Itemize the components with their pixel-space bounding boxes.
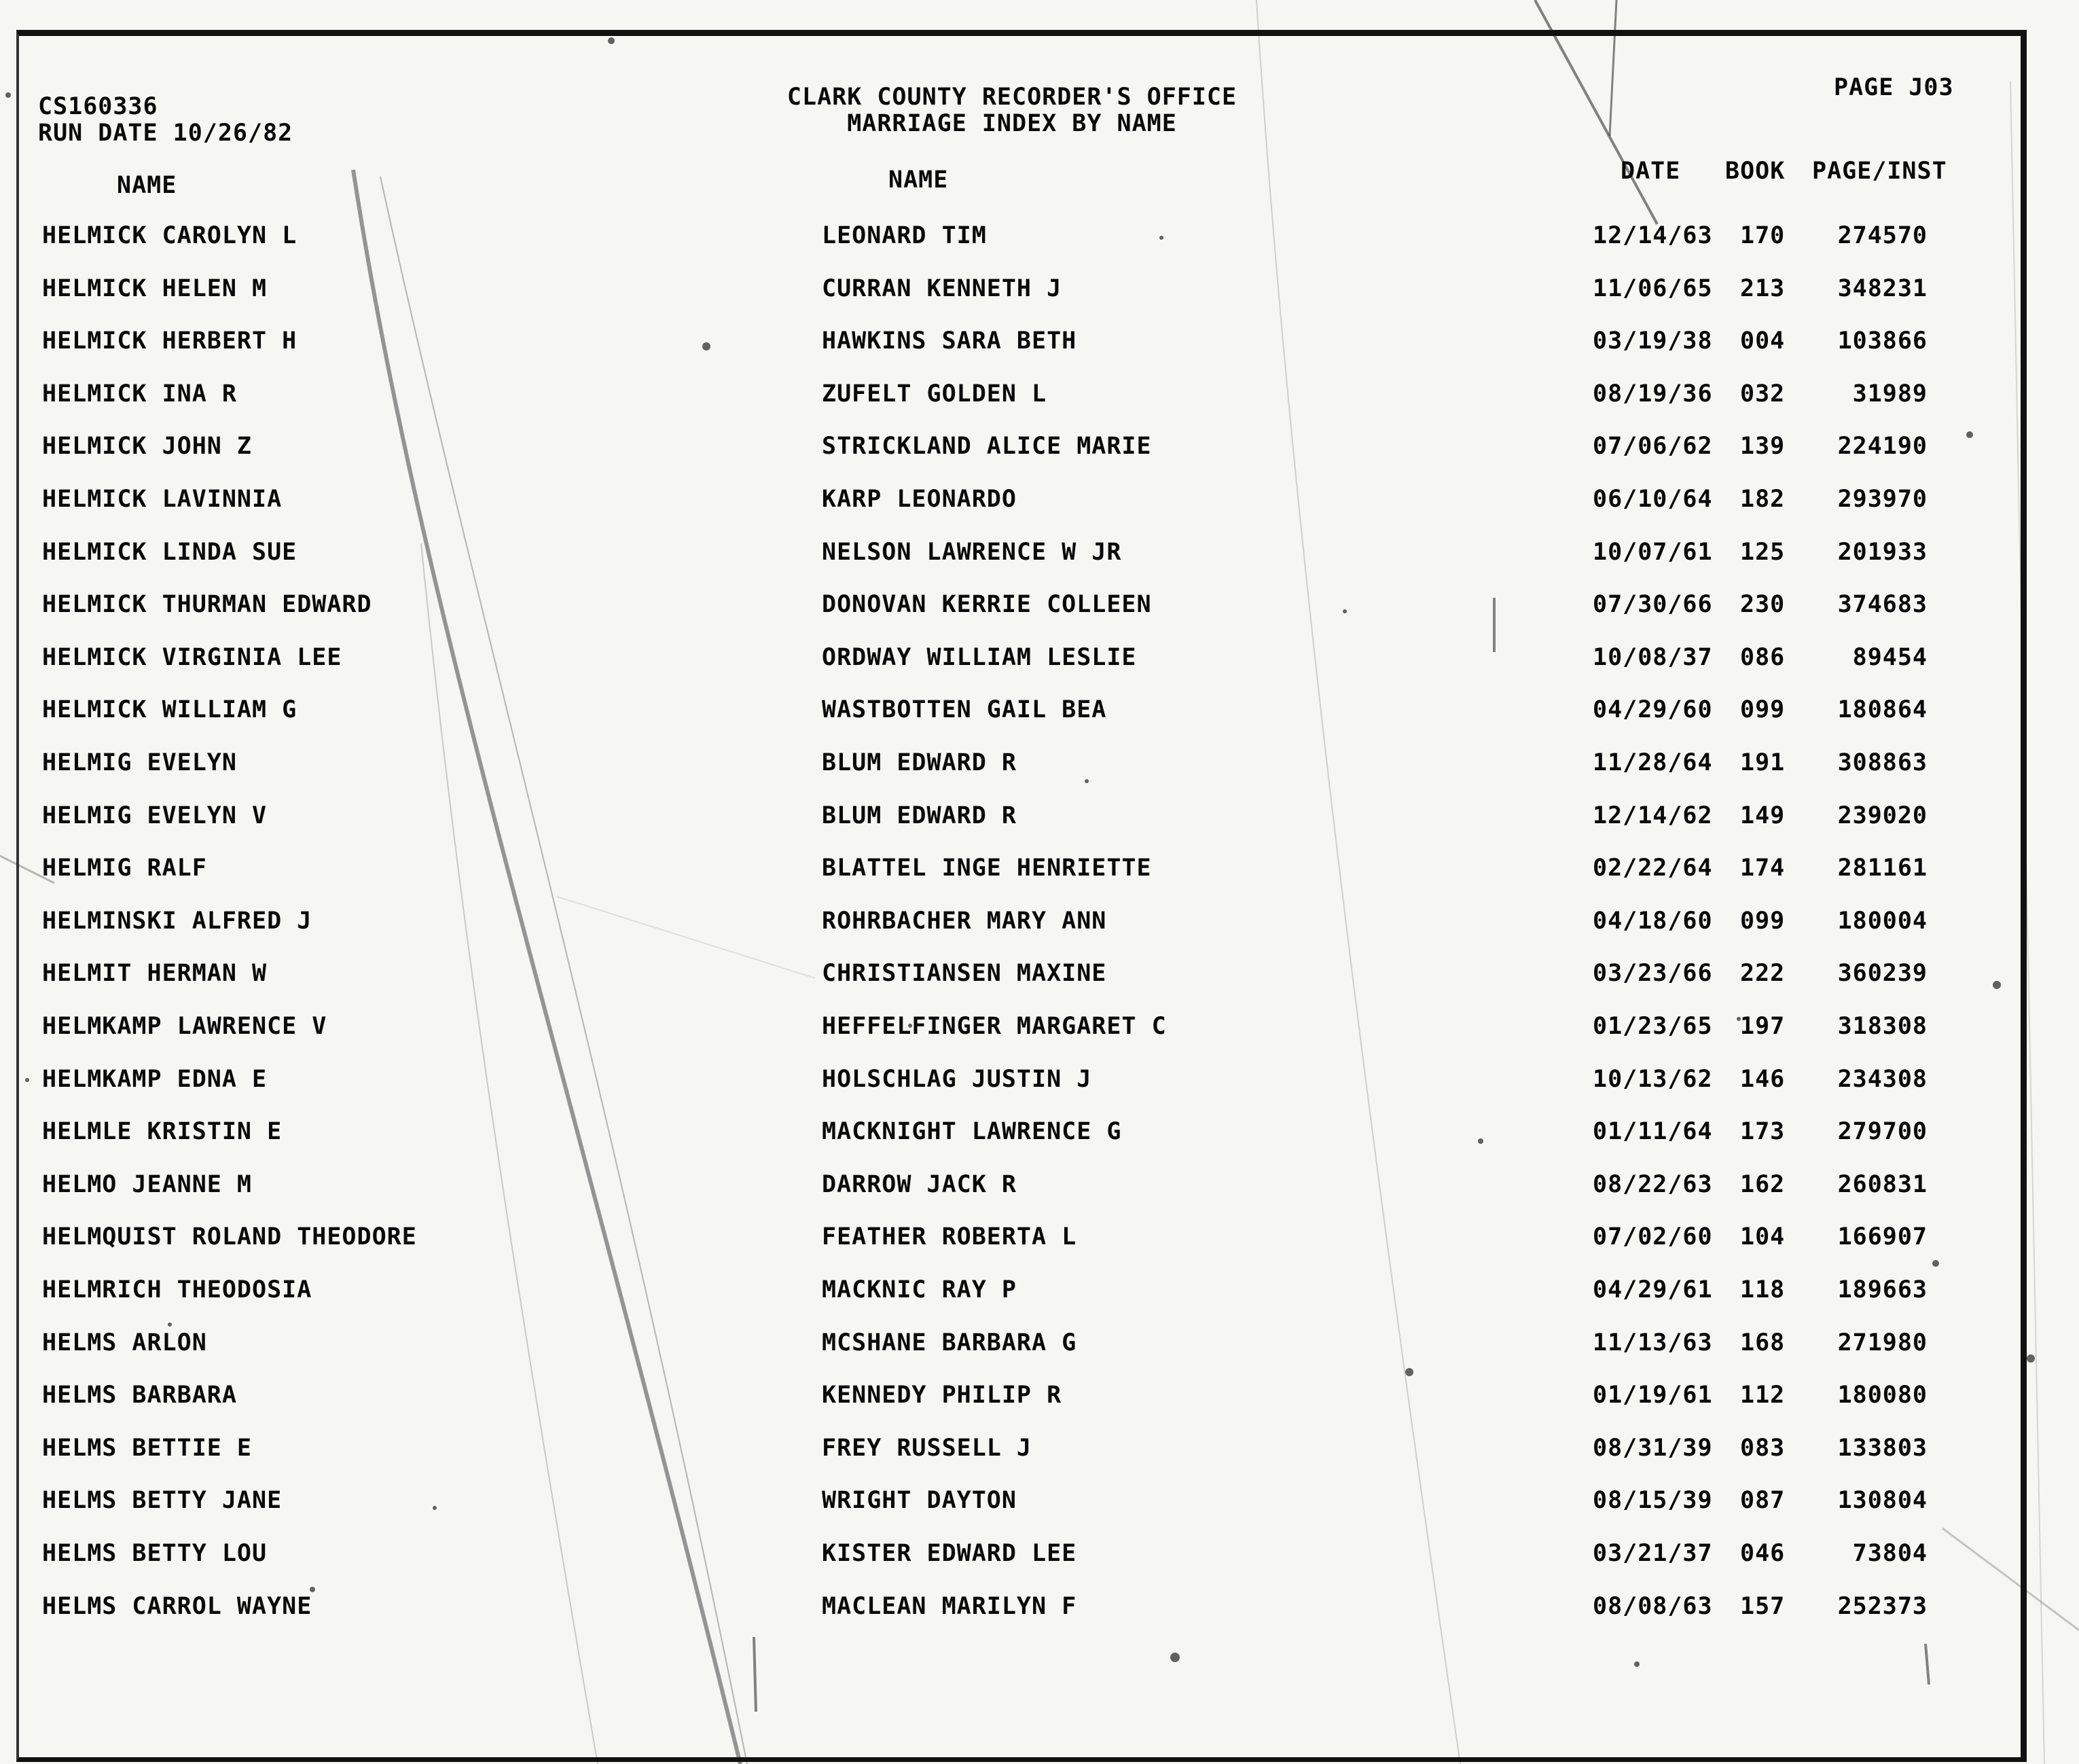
marriage-date: 03/23/66 — [1593, 960, 1713, 987]
marriage-date: 11/13/63 — [1593, 1329, 1713, 1356]
applicant-name: HELMS CARROL WAYNE — [42, 1593, 312, 1620]
applicant-name: HELMQUIST ROLAND THEODORE — [42, 1223, 417, 1250]
page-instrument-value: 374683 — [1837, 591, 1928, 618]
table-row — [0, 541, 2038, 572]
book-number: 118 — [1740, 1276, 1786, 1303]
spouse-name: MACKNIC RAY P — [822, 1276, 1017, 1303]
book-number: 230 — [1740, 591, 1786, 618]
page-instrument-value: 274570 — [1837, 222, 1928, 249]
spouse-name: FEATHER ROBERTA L — [822, 1223, 1077, 1250]
page-instrument-value: 189663 — [1837, 1276, 1928, 1303]
marriage-date: 01/19/61 — [1593, 1382, 1713, 1409]
spouse-name: ROHRBACHER MARY ANN — [822, 907, 1107, 935]
page-instrument-value: 166907 — [1837, 1223, 1928, 1250]
spouse-name: DONOVAN KERRIE COLLEEN — [822, 591, 1152, 618]
page-instrument-value: 89454 — [1852, 644, 1928, 671]
applicant-name: HELMS BETTY LOU — [42, 1540, 268, 1567]
marriage-date: 07/30/66 — [1593, 591, 1713, 618]
marriage-date: 10/07/61 — [1593, 539, 1713, 566]
marriage-date: 08/19/36 — [1593, 380, 1713, 408]
spouse-name: NELSON LAWRENCE W JR — [822, 539, 1122, 566]
book-number: 099 — [1740, 696, 1786, 723]
book-number: 139 — [1740, 433, 1786, 460]
table-row — [0, 1068, 2038, 1099]
table-row — [0, 646, 2038, 677]
book-number: 149 — [1740, 802, 1786, 829]
book-number: 168 — [1740, 1329, 1786, 1356]
book-number: 197 — [1740, 1013, 1786, 1040]
table-row — [0, 751, 2038, 782]
table-row — [0, 962, 2038, 993]
table-row — [0, 1595, 2038, 1626]
table-row — [0, 1437, 2038, 1468]
page-instrument-value: 73804 — [1852, 1540, 1928, 1567]
applicant-name: HELMICK INA R — [42, 380, 237, 408]
book-number: 170 — [1740, 222, 1786, 249]
applicant-name: HELMIG EVELYN V — [42, 802, 268, 829]
spouse-name: ORDWAY WILLIAM LESLIE — [822, 644, 1137, 671]
marriage-date: 08/22/63 — [1593, 1171, 1713, 1198]
spouse-name: LEONARD TIM — [822, 222, 987, 249]
spouse-name: KARP LEONARDO — [822, 486, 1017, 513]
applicant-name: HELMIT HERMAN W — [42, 960, 268, 987]
spouse-name: FREY RUSSELL J — [822, 1435, 1032, 1462]
applicant-name: HELMIG RALF — [42, 854, 207, 882]
table-row — [0, 1173, 2038, 1204]
book-number: 032 — [1740, 380, 1786, 408]
table-row — [0, 698, 2038, 730]
spouse-name: HOLSCHLAG JUSTIN J — [822, 1066, 1092, 1093]
page-instrument-value: 201933 — [1837, 539, 1928, 566]
applicant-name: HELMICK JOHN Z — [42, 433, 253, 460]
page-instrument-value: 360239 — [1837, 960, 1928, 987]
marriage-date: 02/22/64 — [1593, 854, 1713, 882]
page-instrument-value: 31989 — [1852, 380, 1928, 408]
spouse-name: WRIGHT DAYTON — [822, 1487, 1017, 1514]
marriage-date: 08/31/39 — [1593, 1435, 1713, 1462]
book-number: 087 — [1740, 1487, 1786, 1514]
applicant-name: HELMICK LINDA SUE — [42, 539, 297, 566]
column-header-book: BOOK — [1725, 158, 1786, 185]
book-number: 112 — [1740, 1382, 1786, 1409]
applicant-name: HELMRICH THEODOSIA — [42, 1276, 312, 1303]
spouse-name: MACKNIGHT LAWRENCE G — [822, 1118, 1122, 1145]
marriage-date: 03/19/38 — [1593, 327, 1713, 355]
book-number: 173 — [1740, 1118, 1786, 1145]
book-number: 162 — [1740, 1171, 1786, 1198]
spouse-name: CURRAN KENNETH J — [822, 275, 1062, 302]
page-instrument-value: 308863 — [1837, 749, 1928, 776]
marriage-date: 06/10/64 — [1593, 486, 1713, 513]
book-number: 083 — [1740, 1435, 1786, 1462]
spouse-name: STRICKLAND ALICE MARIE — [822, 433, 1152, 460]
applicant-name: HELMKAMP EDNA E — [42, 1066, 268, 1093]
page-instrument-value: 133803 — [1837, 1435, 1928, 1462]
marriage-date: 11/28/64 — [1593, 749, 1713, 776]
column-header-spouse-name: NAME — [888, 166, 949, 194]
page-instrument-value: 103866 — [1837, 327, 1928, 355]
report-header-left — [38, 95, 293, 148]
book-number: 213 — [1740, 275, 1786, 302]
book-number: 104 — [1740, 1223, 1786, 1250]
spouse-name: HEFFELFINGER MARGARET C — [822, 1013, 1167, 1040]
table-row — [0, 382, 2038, 414]
book-number: 046 — [1740, 1540, 1786, 1567]
applicant-name: HELMS BARBARA — [42, 1382, 237, 1409]
table-row — [0, 593, 2038, 624]
book-number: 222 — [1740, 960, 1786, 987]
spouse-name: ZUFELT GOLDEN L — [822, 380, 1047, 408]
spouse-name: BLUM EDWARD R — [822, 749, 1017, 776]
marriage-date: 12/14/62 — [1593, 802, 1713, 829]
spouse-name: MACLEAN MARILYN F — [822, 1593, 1077, 1620]
page-instrument-value: 271980 — [1837, 1329, 1928, 1356]
report-title-block — [781, 86, 1243, 139]
marriage-date: 04/29/60 — [1593, 696, 1713, 723]
page-instrument-value: 281161 — [1837, 854, 1928, 882]
page-instrument-value: 224190 — [1837, 433, 1928, 460]
spouse-name: CHRISTIANSEN MAXINE — [822, 960, 1107, 987]
report-code: CS160336 — [38, 93, 158, 120]
table-row — [0, 1384, 2038, 1415]
table-row — [0, 1542, 2038, 1573]
page-instrument-value: 260831 — [1837, 1171, 1928, 1198]
table-row — [0, 804, 2038, 835]
page-instrument-value: 180004 — [1837, 907, 1928, 935]
book-number: 125 — [1740, 539, 1786, 566]
page-instrument-value: 180080 — [1837, 1382, 1928, 1409]
applicant-name: HELMICK THURMAN EDWARD — [42, 591, 372, 618]
marriage-date: 11/06/65 — [1593, 275, 1713, 302]
applicant-name: HELMICK HELEN M — [42, 275, 268, 302]
applicant-name: HELMS ARLON — [42, 1329, 207, 1356]
page-instrument-value: 130804 — [1837, 1487, 1928, 1514]
office-name: CLARK COUNTY RECORDER'S OFFICE — [787, 84, 1237, 111]
spouse-name: KENNEDY PHILIP R — [822, 1382, 1062, 1409]
spouse-name: WASTBOTTEN GAIL BEA — [822, 696, 1107, 723]
marriage-date: 10/08/37 — [1593, 644, 1713, 671]
table-row — [0, 435, 2038, 466]
spouse-name: BLUM EDWARD R — [822, 802, 1017, 829]
book-number: 174 — [1740, 854, 1786, 882]
marriage-date: 03/21/37 — [1593, 1540, 1713, 1567]
table-row — [0, 907, 2038, 941]
applicant-name: HELMINSKI ALFRED J — [42, 907, 312, 935]
page-instrument-value: 293970 — [1837, 486, 1928, 513]
table-row — [0, 1120, 2038, 1151]
page-instrument-value: 252373 — [1837, 1593, 1928, 1620]
book-number: 004 — [1740, 327, 1786, 355]
book-number: 182 — [1740, 486, 1786, 513]
applicant-name: HELMICK HERBERT H — [42, 327, 297, 355]
marriage-date: 01/23/65 — [1593, 1013, 1713, 1040]
page-instrument-value: 348231 — [1837, 275, 1928, 302]
table-row — [0, 224, 2038, 255]
table-row — [0, 1225, 2038, 1257]
applicant-name: HELMIG EVELYN — [42, 749, 237, 776]
spouse-name: KISTER EDWARD LEE — [822, 1540, 1077, 1567]
book-number: 191 — [1740, 749, 1786, 776]
spouse-name: BLATTEL INGE HENRIETTE — [822, 854, 1152, 882]
column-header-page-inst: PAGE/INST — [1812, 158, 1947, 185]
applicant-name: HELMICK CAROLYN L — [42, 222, 297, 249]
page-instrument-value: 234308 — [1837, 1066, 1928, 1093]
page-instrument-value: 239020 — [1837, 802, 1928, 829]
marriage-date: 08/08/63 — [1593, 1593, 1713, 1620]
applicant-name: HELMICK VIRGINIA LEE — [42, 644, 342, 671]
applicant-name: HELMO JEANNE M — [42, 1171, 253, 1198]
table-row — [0, 854, 2038, 888]
page-instrument-value: 279700 — [1837, 1118, 1928, 1145]
applicant-name: HELMICK LAVINNIA — [42, 486, 283, 513]
table-row — [0, 329, 2038, 361]
table-row — [0, 277, 2038, 308]
applicant-name: HELMLE KRISTIN E — [42, 1118, 283, 1145]
page-number: PAGE J03 — [1834, 74, 1954, 101]
marriage-date: 07/02/60 — [1593, 1223, 1713, 1250]
page-instrument-value: 180864 — [1837, 696, 1928, 723]
table-row — [0, 1489, 2038, 1520]
spouse-name: MCSHANE BARBARA G — [822, 1329, 1077, 1356]
book-number: 157 — [1740, 1593, 1786, 1620]
spouse-name: HAWKINS SARA BETH — [822, 327, 1077, 355]
applicant-name: HELMS BETTIE E — [42, 1435, 253, 1462]
book-number: 146 — [1740, 1066, 1786, 1093]
marriage-date: 04/18/60 — [1593, 907, 1713, 935]
marriage-date: 04/29/61 — [1593, 1276, 1713, 1303]
spouse-name: DARROW JACK R — [822, 1171, 1017, 1198]
table-row — [0, 1278, 2038, 1310]
book-number: 086 — [1740, 644, 1786, 671]
table-row — [0, 1015, 2038, 1046]
run-date: RUN DATE 10/26/82 — [38, 120, 293, 147]
marriage-date: 07/06/62 — [1593, 433, 1713, 460]
applicant-name: HELMKAMP LAWRENCE V — [42, 1013, 327, 1040]
column-header-name: NAME — [117, 172, 177, 199]
book-number: 099 — [1740, 907, 1786, 935]
table-row — [0, 488, 2038, 519]
marriage-date: 01/11/64 — [1593, 1118, 1713, 1145]
applicant-name: HELMICK WILLIAM G — [42, 696, 297, 723]
column-header-date: DATE — [1621, 158, 1681, 185]
page-instrument-value: 318308 — [1837, 1013, 1928, 1040]
applicant-name: HELMS BETTY JANE — [42, 1487, 283, 1514]
index-title: MARRIAGE INDEX BY NAME — [847, 110, 1177, 137]
marriage-date: 08/15/39 — [1593, 1487, 1713, 1514]
marriage-date: 10/13/62 — [1593, 1066, 1713, 1093]
table-row — [0, 1331, 2038, 1363]
marriage-date: 12/14/63 — [1593, 222, 1713, 249]
